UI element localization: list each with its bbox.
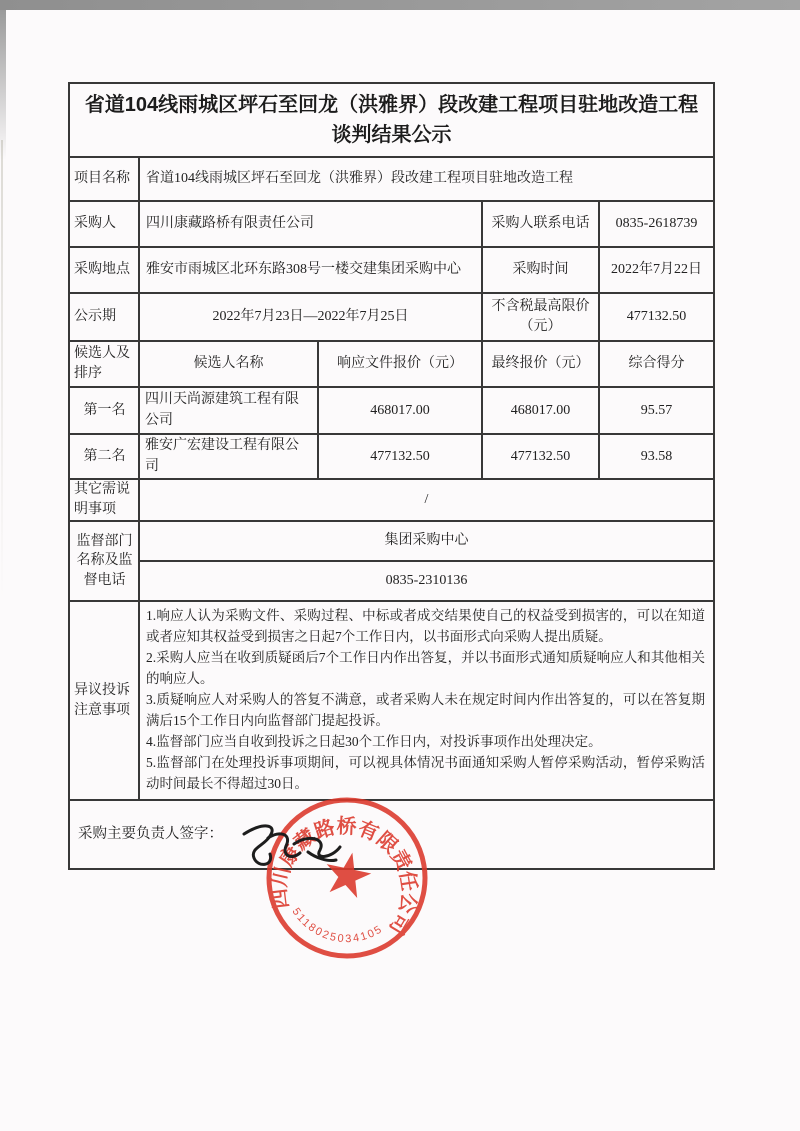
signature-handwriting bbox=[238, 818, 350, 876]
project-name-row bbox=[70, 158, 713, 202]
announcement-table bbox=[68, 82, 715, 870]
rank-1: 第一名 bbox=[70, 388, 140, 433]
final-price-header: 最终报价（元） bbox=[483, 342, 600, 386]
purchase-time-value: 2022年7月22日 bbox=[611, 262, 702, 278]
max-price-label: 不含税最高限价（元） bbox=[483, 294, 600, 340]
publicity-value: 2022年7月23日—2022年7月25日 bbox=[140, 294, 483, 340]
candidate-1-name: 四川天尚源建筑工程有限公司 bbox=[140, 388, 319, 433]
candidate-2-name: 雅安广宏建设工程有限公司 bbox=[140, 435, 319, 478]
location-label: 采购地点 bbox=[70, 248, 140, 292]
signature-label: 采购主要负责人签字： bbox=[78, 826, 223, 843]
candidates-label: 候选人及排序 bbox=[70, 342, 140, 386]
candidate-row-1 bbox=[70, 388, 713, 435]
candidate-1-final-price: 468017.00 bbox=[483, 388, 600, 433]
scan-edge-left bbox=[0, 10, 6, 160]
candidate-name-header: 候选人名称 bbox=[140, 342, 319, 386]
objection-item-4: 4.监督部门应当自收到投诉之日起30个工作日内，对投诉事项作出处理决定。 bbox=[146, 733, 602, 749]
purchase-time-label: 采购时间 bbox=[483, 248, 600, 292]
supervision-label: 监督部门名称及监督电话 bbox=[70, 522, 140, 600]
location-value: 雅安市雨城区北环东路308号一楼交建集团采购中心 bbox=[140, 248, 483, 292]
company-seal bbox=[234, 765, 459, 990]
candidate-2-response-price: 477132.50 bbox=[319, 435, 483, 478]
score-header: 综合得分 bbox=[628, 356, 685, 372]
rank-2: 第二名 bbox=[70, 435, 140, 478]
supervision-row bbox=[70, 522, 713, 602]
seal-number-text: 5118025034105 bbox=[289, 905, 386, 946]
other-notes-value: / bbox=[424, 492, 429, 508]
purchaser-row bbox=[70, 202, 713, 248]
candidates-header-row bbox=[70, 342, 713, 388]
purchaser-label: 采购人 bbox=[70, 202, 140, 246]
scan-edge-left-hairline bbox=[1, 140, 3, 600]
candidate-2-score: 93.58 bbox=[640, 448, 673, 464]
other-notes-label: 其它需说明事项 bbox=[70, 480, 140, 520]
max-price-value: 477132.50 bbox=[626, 309, 687, 325]
svg-text:5118025034105 bbox=[285, 904, 387, 954]
objection-row bbox=[70, 602, 713, 801]
document-title: 省道104线雨城区坪石至回龙（洪雅界）段改建工程项目驻地改造工程谈判结果公示 bbox=[84, 94, 699, 146]
supervision-phone: 0835-2310136 bbox=[385, 573, 468, 589]
candidate-2-final-price: 477132.50 bbox=[483, 435, 600, 478]
objection-item-1: 1.响应人认为采购文件、采购过程、中标或者成交结果使自己的权益受到损害的，可以在知道或者应知其权益受到损害之日起7个工作日内，以书面形式向采购人提出质疑。 bbox=[146, 608, 705, 645]
objection-item-5: 5.监督部门在处理投诉事项期间，可以视具体情况书面通知采购人暂停采购活动，暂停采购活动时间最长不得超过30日。 bbox=[146, 754, 705, 791]
project-name-value: 省道104线雨城区坪石至回龙（洪雅界）段改建工程项目驻地改造工程 bbox=[146, 171, 573, 187]
project-name-label: 项目名称 bbox=[70, 158, 140, 200]
supervision-dept: 集团采购中心 bbox=[140, 522, 713, 562]
purchaser-phone-value: 0835-2618739 bbox=[615, 216, 698, 232]
objection-item-3: 3.质疑响应人对采购人的答复不满意，或者采购人未在规定时间内作出答复的，可以在答复期满后15个工作日内向监督部门提起投诉。 bbox=[146, 692, 705, 728]
candidate-1-response-price: 468017.00 bbox=[319, 388, 483, 433]
candidate-1-score: 95.57 bbox=[640, 402, 673, 418]
response-price-header: 响应文件报价（元） bbox=[319, 342, 483, 386]
publicity-row bbox=[70, 294, 713, 342]
seal-company-text: 四川康藏路桥有限责任公司 bbox=[268, 815, 420, 938]
objection-label: 异议投诉注意事项 bbox=[70, 602, 140, 799]
title-row bbox=[70, 84, 713, 158]
objection-item-2: 2.采购人应当在收到质疑函后7个工作日内作出答复，并以书面形式通知质疑响应人和其他相关的响应人。 bbox=[146, 650, 705, 687]
other-notes-row bbox=[70, 480, 713, 522]
publicity-label: 公示期 bbox=[70, 294, 140, 340]
objection-items bbox=[140, 602, 713, 799]
purchaser-phone-label: 采购人联系电话 bbox=[483, 202, 600, 246]
purchaser-value: 四川康藏路桥有限责任公司 bbox=[140, 202, 483, 246]
scan-edge-top bbox=[0, 0, 800, 10]
location-row bbox=[70, 248, 713, 294]
candidate-row-2 bbox=[70, 435, 713, 480]
supervision-values bbox=[140, 522, 713, 600]
